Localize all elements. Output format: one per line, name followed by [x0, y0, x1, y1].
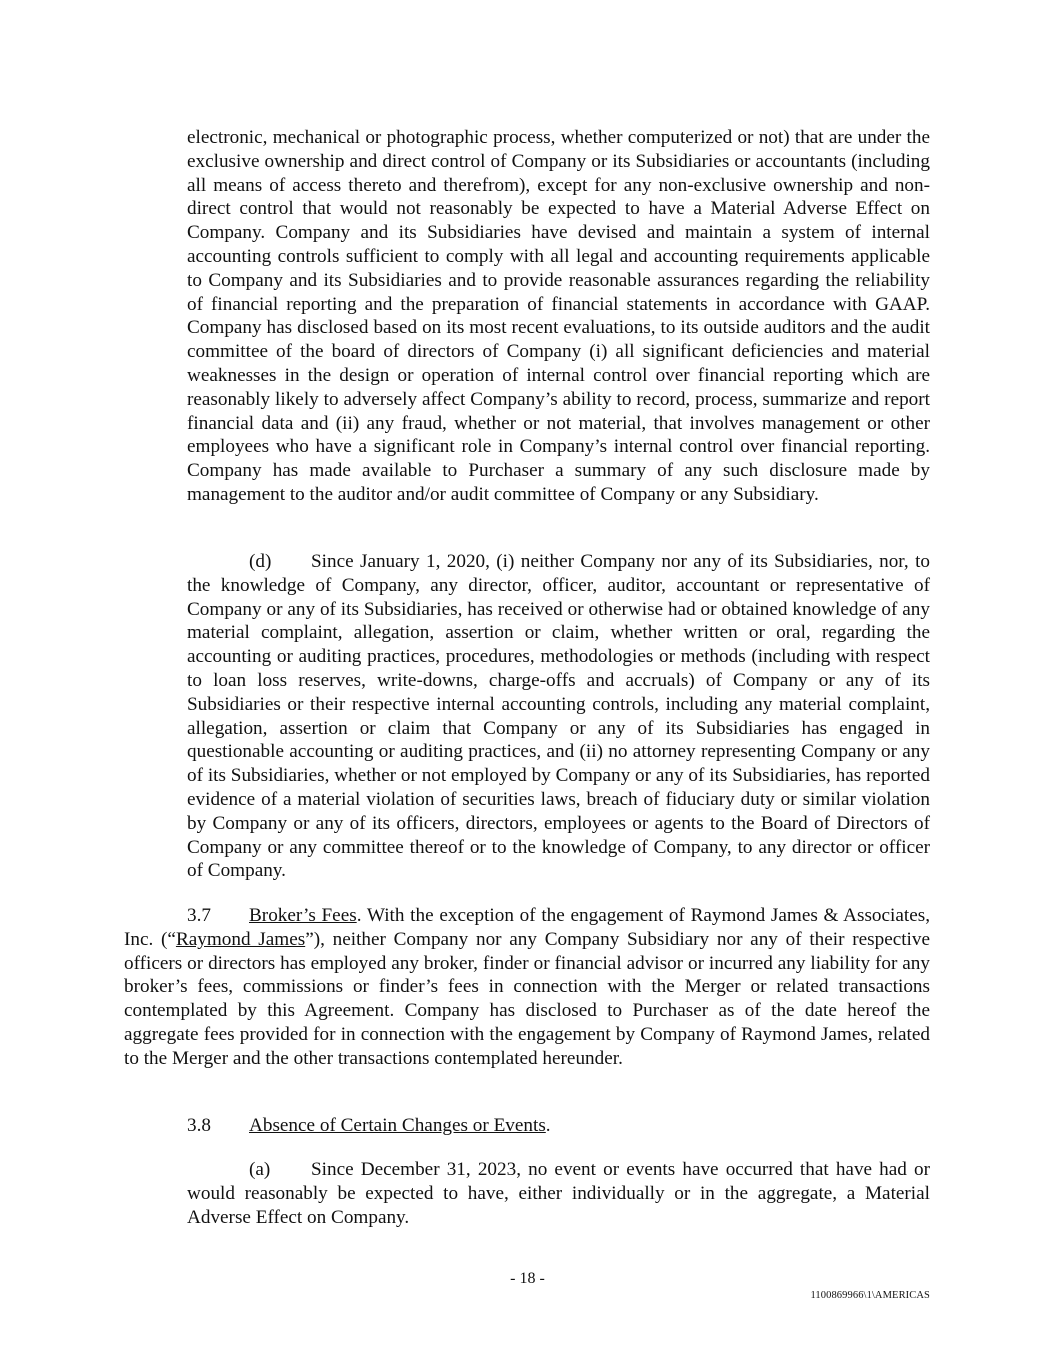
subsection-d-label: (d): [249, 551, 272, 572]
subsection-a-text: Since December 31, 2023, no event or events have occurred that have had or would reasonably be expected to have, either individually or in the aggregate, a Material Adverse Effect on Company.: [187, 1159, 930, 1228]
section-3-7-number: 3.7: [187, 905, 211, 926]
continuation-paragraph: electronic, mechanical or photographic process, whether computerized or not) that are under the exclusive ownership and direct control of Company or its Subsidiaries or accountants (including all means of access thereto and therefrom), except for any non-exclusive ownership and non-direct control that would not reasonably be expected to have a Material Adverse Effect on Company. Company and its Subsidiaries have devised and maintain a system of internal accounting controls sufficient to comply with all legal and accounting requirements applicable to Company and its Subsidiaries and to provide reasonable assurances regarding the reliability of financial reporting and the preparation of financial statements in accordance with GAAP. Company has disclosed based on its most recent evaluations, to its outside auditors and the audit committee of the board of directors of Company (i) all significant deficiencies and material weaknesses in the design or operation of internal control over financial reporting which are reasonably likely to adversely affect Company’s ability to record, process, summarize and report financial data and (ii) any fraud, whether or not material, that involves management or other employees who have a significant role in Company’s internal control over financial reporting. Company has made available to Purchaser a summary of any such disclosure made by management to the auditor and/or audit committee of Company or any Subsidiary.: [187, 127, 930, 505]
section-3-8-number: 3.8: [187, 1115, 211, 1136]
subsection-a-label: (a): [249, 1159, 271, 1180]
subsection-a: [187, 1158, 930, 1229]
page-number: - 18 -: [510, 1270, 545, 1287]
section-3-8-period: .: [545, 1115, 551, 1136]
raymond-james-defined-term: Raymond James: [175, 928, 306, 950]
section-3-7-heading: Broker’s Fees: [249, 905, 357, 926]
subsection-d: [187, 550, 930, 883]
document-id: 1100869966\1\AMERICAS: [810, 1290, 930, 1301]
section-3-7: [124, 904, 930, 1071]
section-3-7-text: ”), neither Company nor any Company Subsidiary nor any of their respective officers or directors has employed any broker, finder or financial advisor or incurred any liability for any broker’s fees, commissions or finder’s fees in connection with the Merger or related transactions contemplated by this Agreement. Company has disclosed to Purchaser as of the date hereof the aggregate fees provided for in connection with the engagement by Company of Raymond James, related to the Merger and the other transactions contemplated hereunder.: [124, 928, 931, 1069]
subsection-d-text: Since January 1, 2020, (i) neither Company nor any of its Subsidiaries, nor, to the knowledge of Company, any director, officer, auditor, accountant or representative of Company or any of its Subsidiaries, has received or otherwise had or obtained knowledge of any material complaint, allegation, assertion or claim, whether written or oral, regarding the accounting or auditing practices, procedures, methodologies or methods (including with respect to loan loss reserves, write-downs, charge-offs and accruals) of Company or any of its Subsidiaries or their respective internal accounting controls, including any material complaint, allegation, assertion or claim that Company or any of its Subsidiaries has engaged in questionable accounting or auditing practices, and (ii) no attorney representing Company or any of its Subsidiaries, whether or not employed by Company or any of its Subsidiaries, has reported evidence of a material violation of securities laws, breach of fiduciary duty or similar violation by Company or any of its officers, directors, employees or agents to the Board of Directors of Company or any committee thereof or to the knowledge of Company, to any director or officer of Company.: [187, 551, 930, 882]
section-3-8-heading: Absence of Certain Changes or Events: [249, 1115, 546, 1136]
section-3-8: [124, 1114, 930, 1138]
section-3-7-intro: . With the exception of the engagement of Raymond James & Associates, Inc. (“: [124, 905, 930, 950]
